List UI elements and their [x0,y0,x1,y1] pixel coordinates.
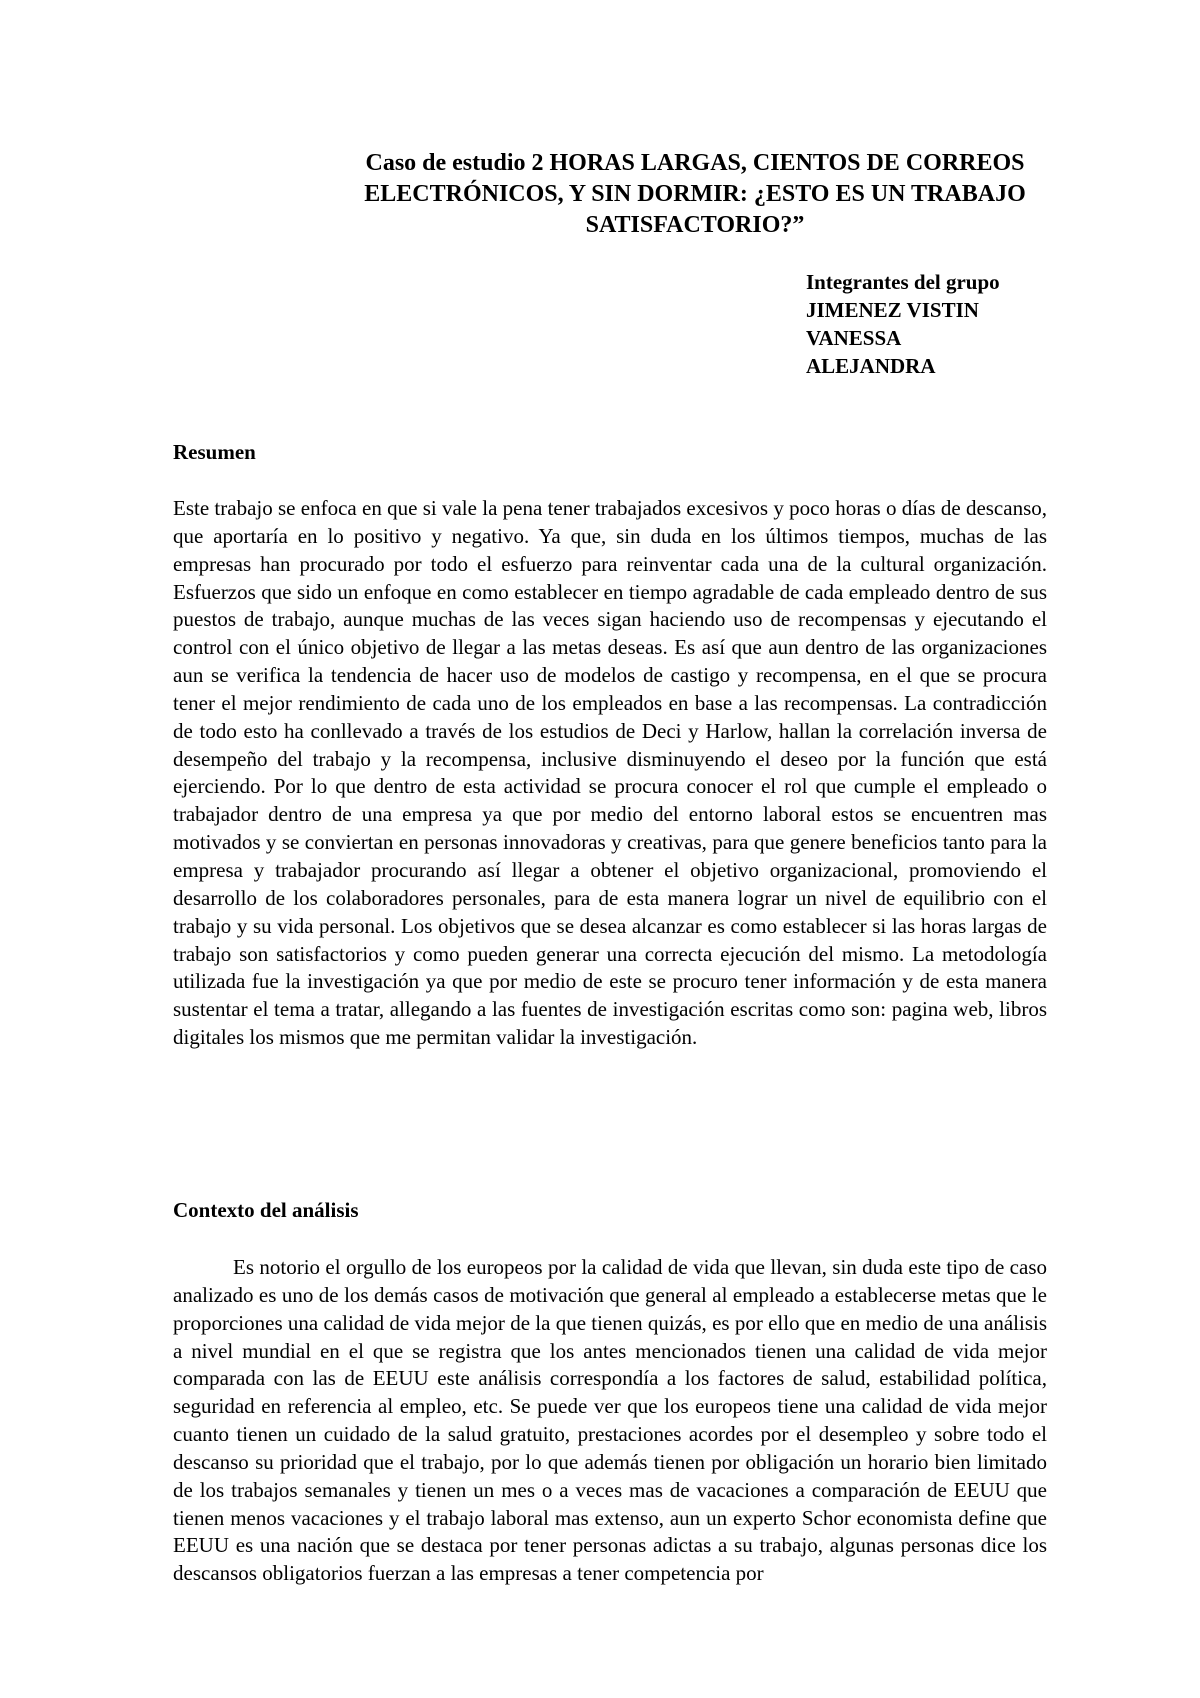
author-name: ALEJANDRA [806,354,936,378]
section-body-resumen: Este trabajo se enfoca en que si vale la pena tener trabajados excesivos y poco horas o días de descanso, que aportaría en lo positivo y negativo. Ya que, sin duda en los últimos tiempos, muchas de las empresas han procurado por todo el esfuerzo para reinventar cada una de la cultural organización. Esfuerzos que sido un enfoque en como establecer en tiempo agradable de cada empleado dentro de sus puestos de trabajo, aunque muchas de las veces sigan haciendo uso de recompensas y ejecutando el control con el único objetivo de llegar a las metas deseas. Es así que aun dentro de las organizaciones aun se verifica la tendencia de hacer uso de modelos de castigo y recompensa, en el que se procura tener el mejor rendimiento de cada uno de los empleados en base a las recompensas. La contradicción de todo esto ha conllevado a través de los estudios de Deci y Harlow, hallan la correlación inversa de desempeño del trabajo y la recompensa, inclusive disminuyendo el deseo por la función que está ejerciendo. Por lo que dentro de esta actividad se procura conocer el rol que cumple el empleado o trabajador dentro de una empresa ya que por medio del entorno laboral estos se encuentren mas motivados y se conviertan en personas innovadoras y creativas, para que genere beneficios tanto para la empresa y trabajador procurando así llegar a obtener el objetivo organizacional, promoviendo el desarrollo de los colaboradores personales, para de esta manera lograr un nivel de equilibrio con el trabajo y su vida personal. Los objetivos que se desea alcanzar es como establecer si las horas largas de trabajo son satisfactorios y como pueden generar una correcta ejecución del mismo. La metodología utilizada fue la investigación ya que por medio de este se procuro tener información y de esta manera sustentar el tema a tratar, allegando a las fuentes de investigación escritas como son: pagina web, libros digitales los mismos que me permitan validar la investigación. [173,496,1047,1050]
document-title: Caso de estudio 2 HORAS LARGAS, CIENTOS DE CORREOS ELECTRÓNICOS, Y SIN DORMIR: ¿ESTO ES UN TRABAJO SATISFACTORIO?” [364,150,1026,238]
section-body-contexto: Es notorio el orgullo de los europeos por la calidad de vida que llevan, sin duda este tipo de caso analizado es uno de los demás casos de motivación que general al empleado a establecerse metas que le proporciones una calidad de vida mejor de la que tienen quizás, es por ello que en medio de una análisis a nivel mundial en el que se registra que los antes mencionados tienen una calidad de vida mejor comparada con las de EEUU este análisis correspondía a los factores de salud, estabilidad política, seguridad en referencia al empleo, etc. Se puede ver que los europeos tiene una calidad de vida mejor cuanto tienen un cuidado de la salud gratuito, prestaciones acordes por el desempleo y sobre todo el descanso su prioridad que el trabajo, por lo que además tienen por obligación un horario bien limitado de los trabajos semanales y tienen un mes o a veces mas de vacaciones a comparación de EEUU que tienen menos vacaciones y el trabajo laboral mas extenso, aun un experto Schor economista define que EEUU es una nación que se destaca por tener personas adictas a su trabajo, algunas personas dice los descansos obligatorios fuerzan a las empresas a tener competencia por [173,1255,1047,1586]
author-name: VANESSA [806,326,902,350]
section-heading-resumen: Resumen [173,440,256,464]
author-name: JIMENEZ VISTIN [806,298,979,322]
authors-block [806,268,1106,380]
authors-label: Integrantes del grupo [806,270,1000,294]
section-heading-contexto: Contexto del análisis [173,1198,359,1222]
